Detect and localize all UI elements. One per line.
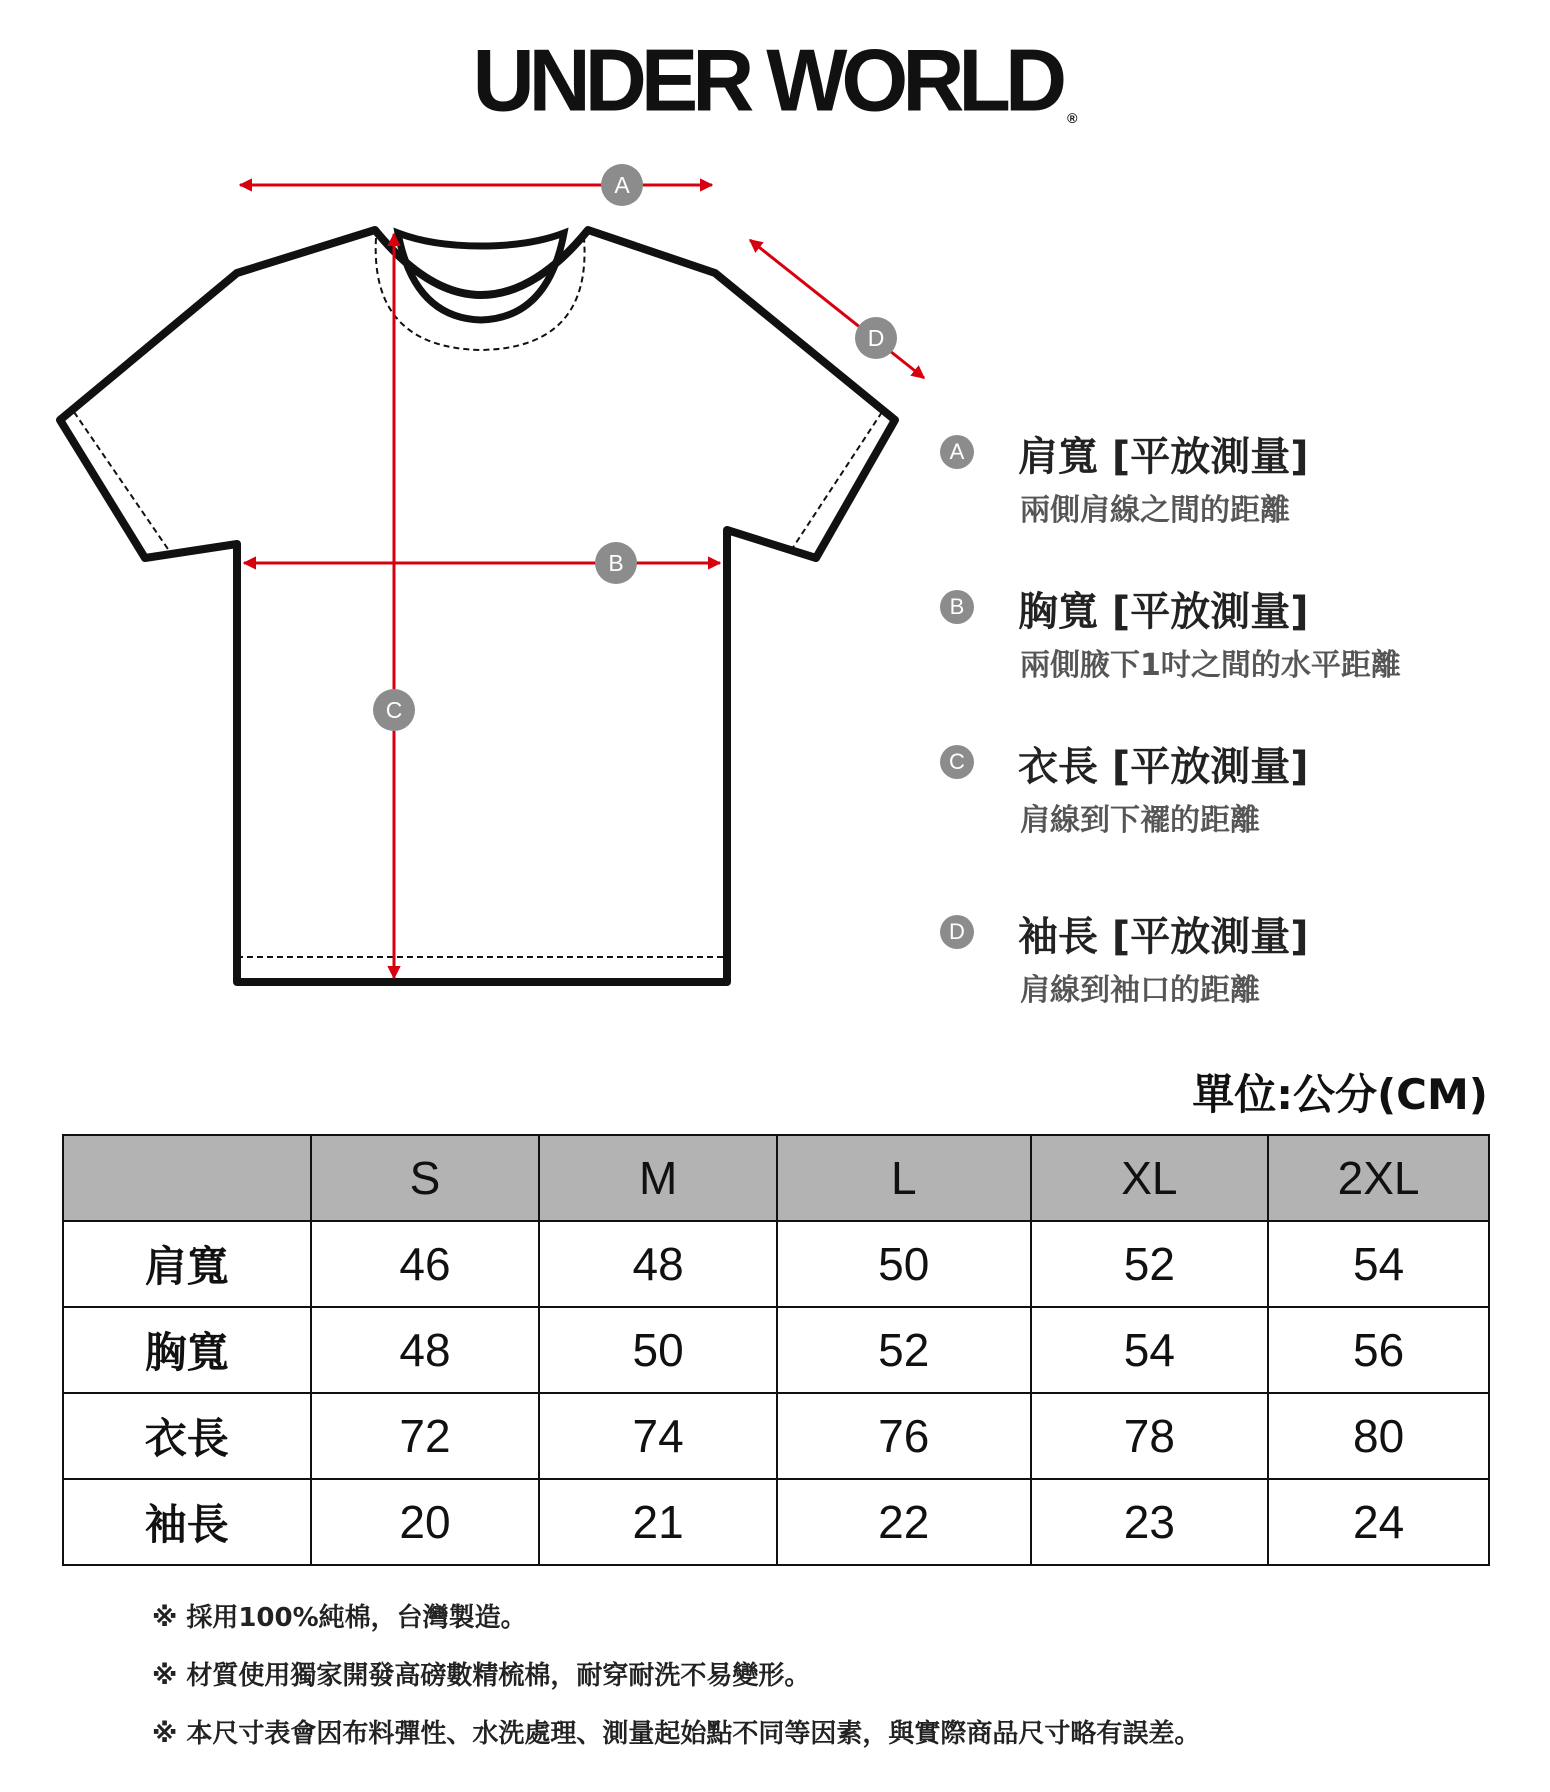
tshirt-outline [60, 230, 895, 982]
legend-b-title: 胸寬 [平放測量] [1018, 589, 1309, 635]
row-label: 袖長 [63, 1479, 311, 1565]
legend-c-title: 衣長 [平放測量] [1018, 744, 1309, 790]
table-cell: 52 [777, 1307, 1031, 1393]
legend-b-badge: B [940, 590, 974, 624]
table-cell: 54 [1268, 1221, 1489, 1307]
table-cell: 76 [777, 1393, 1031, 1479]
measure-a-label: A [614, 172, 630, 198]
row-label: 肩寬 [63, 1221, 311, 1307]
table-cell: 52 [1031, 1221, 1269, 1307]
table-cell: 74 [539, 1393, 777, 1479]
row-label: 胸寬 [63, 1307, 311, 1393]
table-cell: 56 [1268, 1307, 1489, 1393]
measure-b-label: B [608, 550, 624, 576]
notes [152, 1598, 1200, 1772]
table-cell: 48 [311, 1307, 540, 1393]
table-cell: 23 [1031, 1479, 1269, 1565]
table-header-cell: L [777, 1135, 1031, 1221]
table-cell: 54 [1031, 1307, 1269, 1393]
legend-a-title: 肩寬 [平放測量] [1018, 434, 1309, 480]
note-item: ※ 材質使用獨家開發高磅數精梳棉，耐穿耐洗不易變形。 [152, 1661, 811, 1691]
legend-a-desc: 兩側肩線之間的距離 [1020, 493, 1290, 528]
table-header-cell [63, 1135, 311, 1221]
legend-a-badge: A [940, 435, 974, 469]
legend-d-badge: D [940, 915, 974, 949]
size-table [62, 1134, 1490, 1566]
table-cell: 72 [311, 1393, 540, 1479]
note-item: ※ 本尺寸表會因布料彈性、水洗處理、測量起始點不同等因素，與實際商品尺寸略有誤差。 [152, 1719, 1201, 1749]
registered-mark: ® [1067, 109, 1078, 126]
legend-b-desc: 兩側腋下1吋之間的水平距離 [1020, 648, 1401, 683]
table-row [63, 1307, 1489, 1393]
table-header-row [63, 1135, 1489, 1221]
table-row [63, 1393, 1489, 1479]
legend-d-title: 袖長 [平放測量] [1018, 914, 1309, 960]
table-cell: 20 [311, 1479, 540, 1565]
brand-name: UNDER WORLD [472, 32, 1062, 130]
table-cell: 21 [539, 1479, 777, 1565]
legend-d-desc: 肩線到袖口的距離 [1020, 973, 1260, 1008]
unit-label: 單位:公分(CM) [1192, 1070, 1488, 1119]
table-cell: 50 [539, 1307, 777, 1393]
table-header-cell: M [539, 1135, 777, 1221]
measure-d-label: D [867, 325, 885, 351]
table-cell: 46 [311, 1221, 540, 1307]
tshirt-diagram [0, 0, 940, 1000]
table-cell: 48 [539, 1221, 777, 1307]
table-row [63, 1479, 1489, 1565]
table-cell: 50 [777, 1221, 1031, 1307]
table-cell: 22 [777, 1479, 1031, 1565]
legend-c-desc: 肩線到下襬的距離 [1020, 803, 1260, 838]
note-item: ※ 採用100%純棉，台灣製造。 [152, 1603, 527, 1633]
table-header-cell: S [311, 1135, 540, 1221]
table-header-cell: 2XL [1268, 1135, 1489, 1221]
table-row [63, 1221, 1489, 1307]
table-header-cell: XL [1031, 1135, 1269, 1221]
table-cell: 24 [1268, 1479, 1489, 1565]
measure-c-label: C [385, 697, 403, 723]
table-cell: 78 [1031, 1393, 1269, 1479]
row-label: 衣長 [63, 1393, 311, 1479]
table-cell: 80 [1268, 1393, 1489, 1479]
legend-c-badge: C [940, 745, 974, 779]
